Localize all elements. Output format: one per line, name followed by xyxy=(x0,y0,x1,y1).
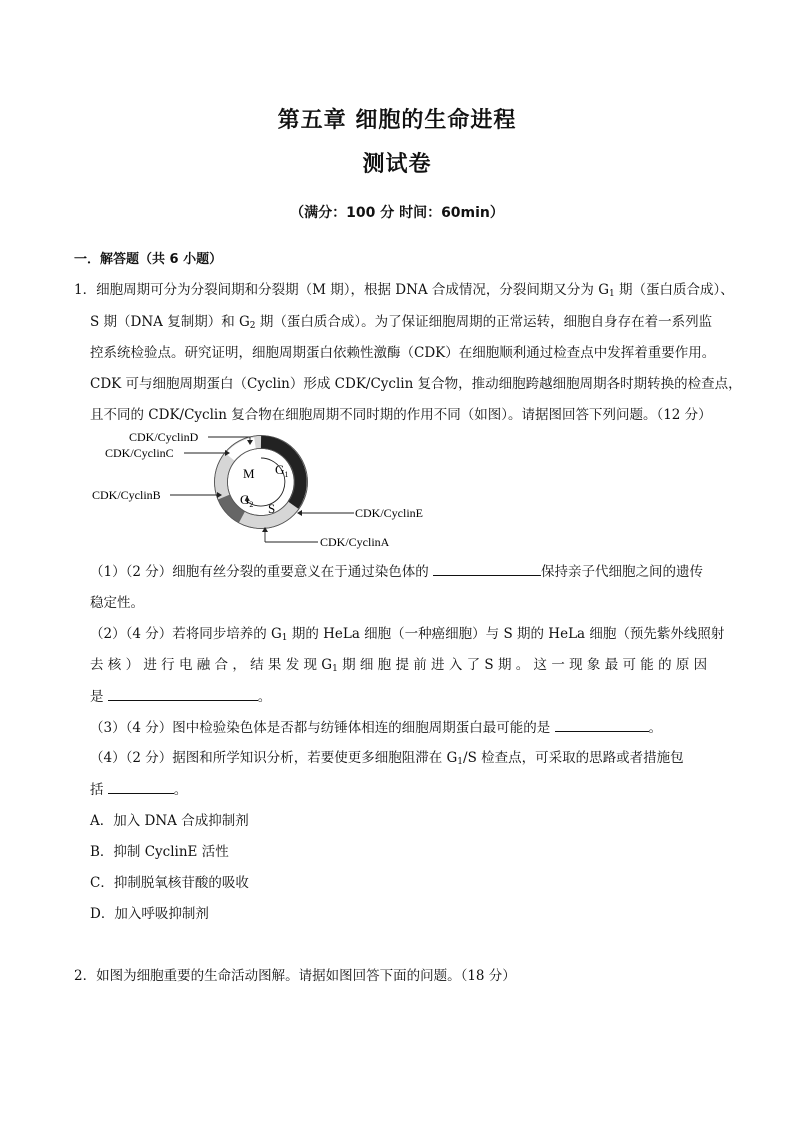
cyclin-d-label: CDK/CyclinD xyxy=(129,430,199,444)
q1-sub1: （1）（2 分）细胞有丝分裂的重要意义在于通过染色体的 保持亲子代细胞之间的遗传 xyxy=(90,561,703,582)
phase-m-label: M xyxy=(243,466,255,481)
phase-g2-label: $G_2$ xyxy=(240,492,254,509)
q1-sub2-answer: 是 。 xyxy=(90,686,271,707)
section-heading: 一．解答题（共 6 小题） xyxy=(74,252,223,267)
option-c[interactable]: C．抑制脱氧核苷酸的吸收 xyxy=(90,875,249,891)
q1-sub4: （4）（2 分）据图和所学知识分析，若要使更多细胞阻滞在 $G_1/S$ 检查点，可采取的思路或者措施包 xyxy=(90,750,684,767)
q1-line-4: CDK 可与细胞周期蛋白（Cyclin）形成 CDK/Cyclin 复合物，推动细胞跨越细胞周期各时期转换的检查点， xyxy=(90,376,742,392)
q1-sub1-cont: 稳定性。 xyxy=(90,595,144,611)
q1-line-1: 1．细胞周期可分为分裂间期和分裂期（M 期），根据 DNA 合成情况，分裂间期又分为 $G_1$ 期（蛋白质合成）、 xyxy=(74,282,734,299)
option-d[interactable]: D．加入呼吸抑制剂 xyxy=(90,906,209,922)
cyclin-b-label: CDK/CyclinB xyxy=(92,488,161,502)
q1-sub2: （2）（4 分）若将同步培养的 $G_1$ 期的 HeLa 细胞（一种癌细胞）与 S 期的 HeLa 细胞（预先紫外线照射 xyxy=(90,626,725,643)
answer-blank-4[interactable] xyxy=(108,779,174,794)
q1-line-5: 且不同的 CDK/Cyclin 复合物在细胞周期不同时期的作用不同（如图）。请据图回答下列问题。（12 分） xyxy=(90,407,712,423)
answer-blank-1[interactable] xyxy=(433,561,541,576)
page-subtitle: 测试卷 xyxy=(362,152,432,177)
exam-meta: （满分：100 分 时间：60min） xyxy=(290,205,504,221)
q1-line-3: 控系统检验点。研究证明，细胞周期蛋白依赖性激酶（CDK）在细胞顺利通过检查点中发挥着重要作用。 xyxy=(90,345,716,361)
q1-line-2: S 期（DNA 复制期）和 $G_2$ 期（蛋白质合成）。为了保证细胞周期的正常运转，细胞自身存在着一系列监 xyxy=(90,314,713,331)
q1-sub2-cont: 去 核 ） 进 行 电 融 合 ， 结 果 发 现 $G_1$ 期 细 胞 提 前 进 入 了 S 期 。 这 一 现 象 最 可 能 的 原 因 xyxy=(90,657,708,674)
cyclin-c-label: CDK/CyclinC xyxy=(105,446,174,460)
cell-cycle-diagram xyxy=(80,425,450,555)
q1-number: 1． xyxy=(74,282,97,298)
option-b[interactable]: B．抑制 CyclinE 活性 xyxy=(90,844,229,860)
cyclin-e-label: CDK/CyclinE xyxy=(355,506,423,520)
q1-sub3: （3）（4 分）图中检验染色体是否都与纺锤体相连的细胞周期蛋白最可能的是 。 xyxy=(90,717,662,738)
phase-g1-label: $G_1$ xyxy=(275,462,289,479)
page-title: 第五章 细胞的生命进程 xyxy=(277,108,517,133)
q1-sub4-answer: 括 。 xyxy=(90,779,187,800)
phase-s-label: S xyxy=(268,501,276,516)
cyclin-a-label: CDK/CyclinA xyxy=(320,535,390,549)
option-a[interactable]: A．加入 DNA 合成抑制剂 xyxy=(90,813,249,829)
answer-blank-2[interactable] xyxy=(108,686,258,701)
q2-text: 2．如图为细胞重要的生命活动图解。请据如图回答下面的问题。（18 分） xyxy=(74,968,516,984)
answer-blank-3[interactable] xyxy=(555,717,649,732)
